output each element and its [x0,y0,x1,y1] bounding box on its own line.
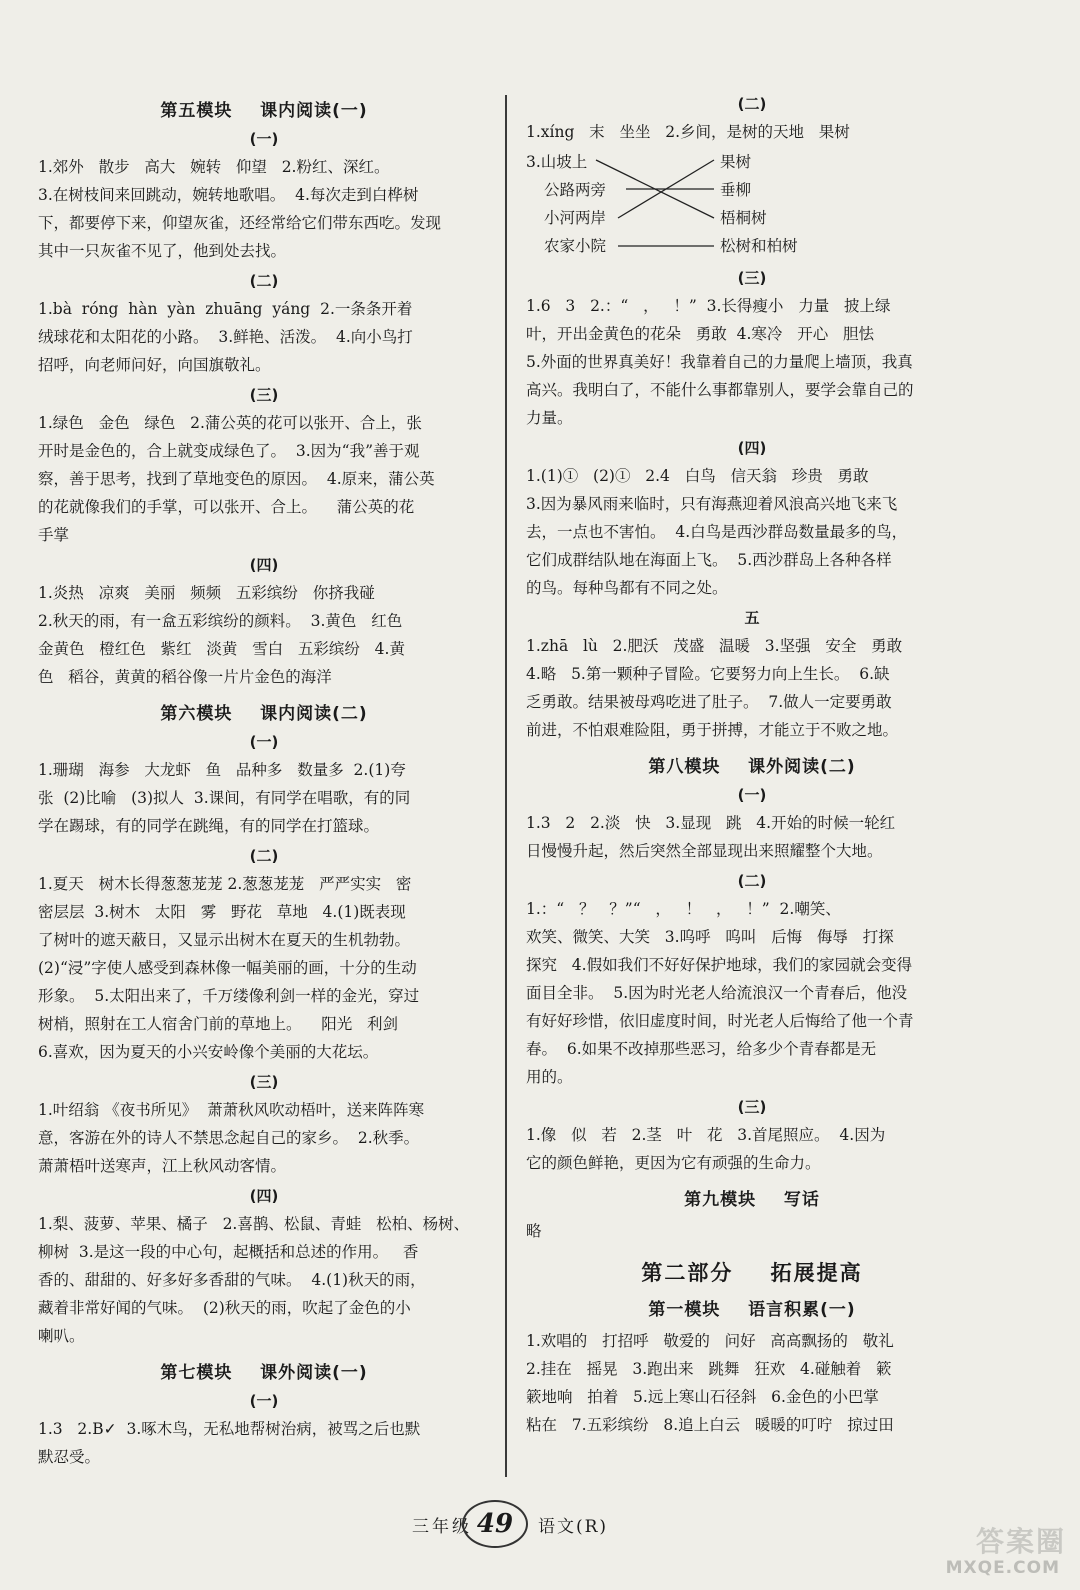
answer-line: 3.在树枝间来回跳动，婉转地歌唱。 4.每次走到白桦树 [38,186,419,204]
left-column [38,88,490,1471]
match-right-item: 垂柳 [720,181,752,199]
answer-line: 1.绿色 金色 绿色 2.蒲公英的花可以张开、合上，张 [38,414,422,432]
answer-line: 其中一只灰雀不见了，他到处去找。 [38,242,287,260]
right-column [526,88,978,1439]
answer-line: 1.xíng 末 坐坐 2.乡间，是树的天地 果树 [526,123,850,141]
answer-line: 察，善于思考，找到了草地变色的原因。 4.原来，蒲公英 [38,470,435,488]
answer-line: 1.3 2 2.淡 快 3.显现 跳 4.开始的时候一轮红 [526,814,896,832]
answer-line: 1.欢唱的 打招呼 敬爱的 问好 高高飘扬的 敬礼 [526,1332,894,1350]
answer-line: 前进，不怕艰难险阻，勇于拼搏，才能立于不败之地。 [526,721,899,739]
answer-line: 香的、甜甜的、好多好多香甜的气味。 4.(1)秋天的雨， [38,1271,426,1289]
answer-line: 春。 6.如果不改掉那些恶习，给多少个青春都是无 [526,1040,877,1058]
match-left-item: 公路两旁 [544,181,607,199]
answer-line: 1.像 似 若 2.茎 叶 花 3.首尾照应。 4.因为 [526,1126,886,1144]
section-heading: (二) [737,872,767,890]
answer-line: 乏勇敢。结果被母鸡吃进了肚子。 7.做人一定要勇敢 [526,693,892,711]
section-heading: (三) [249,386,279,404]
answer-line: 2.秋天的雨，有一盒五彩缤纷的颜料。 3.黄色 红色 [38,612,403,630]
answer-line: 招呼，向老师问好，向国旗敬礼。 [38,356,271,374]
answer-line: 探究 4.假如我们不好好保护地球，我们的家园就会变得 [526,956,913,974]
answer-line: 高兴。我明白了，不能什么事都靠别人，要学会靠自己的 [526,381,914,399]
answer-line: 日慢慢升起，然后突然全部显现出来照耀整个大地。 [526,842,883,860]
page-number: 49 [462,1500,528,1548]
subject-label: 语文(R) [538,1517,609,1537]
section-heading: (一) [737,786,767,804]
section-heading: (三) [737,1098,767,1116]
answer-line: 密层层 3.树木 太阳 雾 野花 草地 4.(1)既表现 [38,903,406,921]
section-heading: 五 [744,609,760,627]
module-6-title: 第六模块 课内阅读(二) [160,704,368,724]
answer-line: 手掌 [38,526,70,544]
match-right-item: 梧桐树 [720,209,767,227]
column-divider [505,95,507,1477]
answer-line: 略 [526,1222,542,1240]
answer-line: 藏着非常好闻的气味。 (2)秋天的雨，吹起了金色的小 [38,1299,411,1317]
answer-line: 叶，开出金黄色的花朵 勇敢 4.寒冷 开心 胆怯 [526,325,874,343]
module-9-title: 第九模块 写话 [684,1190,820,1210]
answer-line: 意，客游在外的诗人不禁思念起自己的家乡。 2.秋季。 [38,1129,420,1147]
match-left-item: 农家小院 [544,237,607,255]
answer-line: 的鸟。每种鸟都有不同之处。 [526,579,728,597]
answer-line: 5.外面的世界真美好！我靠着自己的力量爬上墙顶，我真 [526,353,913,371]
section-heading: (三) [737,269,767,287]
answer-line: 1.炎热 凉爽 美丽 频频 五彩缤纷 你挤我碰 [38,584,375,602]
part-2-module-1-title: 第一模块 语言积累(一) [648,1300,856,1320]
answer-line: 开时是金色的，合上就变成绿色了。 3.因为“我”善于观 [38,442,420,460]
answer-line: 形象。 5.太阳出来了，千万缕像利剑一样的金光，穿过 [38,987,420,1005]
watermark-title: 答案圈 [975,1525,1066,1558]
answer-line: 色 稻谷，黄黄的稻谷像一片片金色的海洋 [38,668,332,686]
answer-line: 用的。 [526,1068,573,1086]
answer-line: 1.bà róng hàn yàn zhuāng yáng 2.一条条开着 [38,300,413,318]
answer-line: 默忍受。 [38,1448,101,1466]
answer-line: 1.珊瑚 海参 大龙虾 鱼 品种多 数量多 2.(1)夸 [38,761,406,779]
section-heading: (四) [737,439,767,457]
answer-line: 的花就像我们的手掌，可以张开、合上。 蒲公英的花 [38,498,415,516]
section-heading: (四) [249,556,279,574]
answer-line: 1.夏天 树木长得葱葱茏茏 2.葱葱茏茏 严严实实 密 [38,875,412,893]
part-2-title: 第二部分 拓展提高 [641,1261,863,1285]
answer-line: 绒球花和太阳花的小路。 3.鲜艳、活泼。 4.向小鸟打 [38,328,413,346]
answer-line: (2)“浸”字使人感受到森林像一幅美丽的画，十分的生动 [38,959,417,977]
answer-line: 学在踢球，有的同学在跳绳，有的同学在打篮球。 [38,817,380,835]
answer-line: 1.6 3 2.：“ ， ！” 3.长得瘦小 力量 披上绿 [526,297,891,315]
section-heading: (三) [249,1073,279,1091]
watermark-logo [916,1518,1066,1580]
answer-line: 1.3 2.B✓ 3.啄木鸟，无私地帮树治病，被骂之后也默 [38,1420,421,1438]
answer-line: 它的颜色鲜艳，更因为它有顽强的生命力。 [526,1154,821,1172]
section-heading: (一) [249,1392,279,1410]
answer-line: 了树叶的遮天蔽日，又显示出树木在夏天的生机勃勃。 [38,931,411,949]
section-heading: (一) [249,130,279,148]
answer-line: 簌地响 拍着 5.远上寒山石径斜 6.金色的小巴掌 [526,1388,879,1406]
answer-line: 1.zhā lù 2.肥沃 茂盛 温暖 3.坚强 安全 勇敢 [526,637,903,655]
match-right-item: 松树和柏树 [720,237,798,255]
answer-line: 萧萧梧叶送寒声，江上秋风动客情。 [38,1157,287,1175]
answer-line: 4.略 5.第一颗种子冒险。它要努力向上生长。 6.缺 [526,665,890,683]
module-5-title: 第五模块 课内阅读(一) [160,101,368,121]
section-heading: (二) [737,95,767,113]
module-7-title: 第七模块 课外阅读(一) [160,1363,368,1383]
answer-line: 2.挂在 摇晃 3.跑出来 跳舞 狂欢 4.碰触着 簌 [526,1360,892,1378]
answer-line: 欢笑、微笑、大笑 3.呜呼 呜叫 后悔 侮辱 打探 [526,928,894,946]
answer-line: 有好好珍惜，依旧虚度时间，时光老人后悔给了他一个青 [526,1012,914,1030]
answer-line: 力量。 [526,409,573,427]
answer-line: 6.喜欢，因为夏天的小兴安岭像个美丽的大花坛。 [38,1043,379,1061]
match-right-item: 果树 [720,153,752,171]
answer-line: 去，一点也不害怕。 4.白鸟是西沙群岛数量最多的鸟， [526,523,908,541]
answer-line: 下，都要停下来，仰望灰雀，还经常给它们带东西吃。发现 [38,214,442,232]
answer-line: 1.梨、菠萝、苹果、橘子 2.喜鹊、松鼠、青蛙 松柏、杨树、 [38,1215,470,1233]
module-8-title: 第八模块 课外阅读(二) [648,757,856,777]
answer-line: 3.因为暴风雨来临时，只有海燕迎着风浪高兴地飞来飞 [526,495,898,513]
answer-line: 喇叭。 [38,1327,85,1345]
answer-line: 金黄色 橙红色 紫红 淡黄 雪白 五彩缤纷 4.黄 [38,640,405,658]
section-heading: (一) [249,733,279,751]
answer-line: 1.：“ ？ ？”“ ， ！ ， ！” 2.嘲笑、 [526,900,841,918]
section-heading: (四) [249,1187,279,1205]
answer-line: 面目全非。 5.因为时光老人给流浪汉一个青春后，他没 [526,984,908,1002]
answer-line: 树梢，照射在工人宿舍门前的草地上。 阳光 利剑 [38,1015,398,1033]
answer-line: 1.(1)① (2)① 2.4 白鸟 信天翁 珍贵 勇敢 [526,467,869,485]
watermark-url: MXQE.COM [945,1558,1060,1578]
section-heading: (二) [249,847,279,865]
section-heading: (二) [249,272,279,290]
answer-line: 1.叶绍翁 《夜书所见》 萧萧秋风吹动梧叶，送来阵阵寒 [38,1101,425,1119]
answer-line: 粘在 7.五彩缤纷 8.追上白云 暖暖的叮咛 掠过田 [526,1416,894,1434]
answer-line: 张 (2)比喻 (3)拟人 3.课间，有同学在唱歌，有的同 [38,789,411,807]
answer-line: 1.郊外 散步 高大 婉转 仰望 2.粉红、深红。 [38,158,390,176]
answer-line: 柳树 3.是这一段的中心句，起概括和总述的作用。 香 [38,1243,419,1261]
match-left-item: 小河两岸 [544,209,607,227]
match-left-item: 3.山坡上 [526,153,588,171]
matching-exercise [526,146,978,262]
answer-line: 它们成群结队地在海面上飞。 5.西沙群岛上各种各样 [526,551,892,569]
grade-label: 三年级 [412,1517,472,1537]
